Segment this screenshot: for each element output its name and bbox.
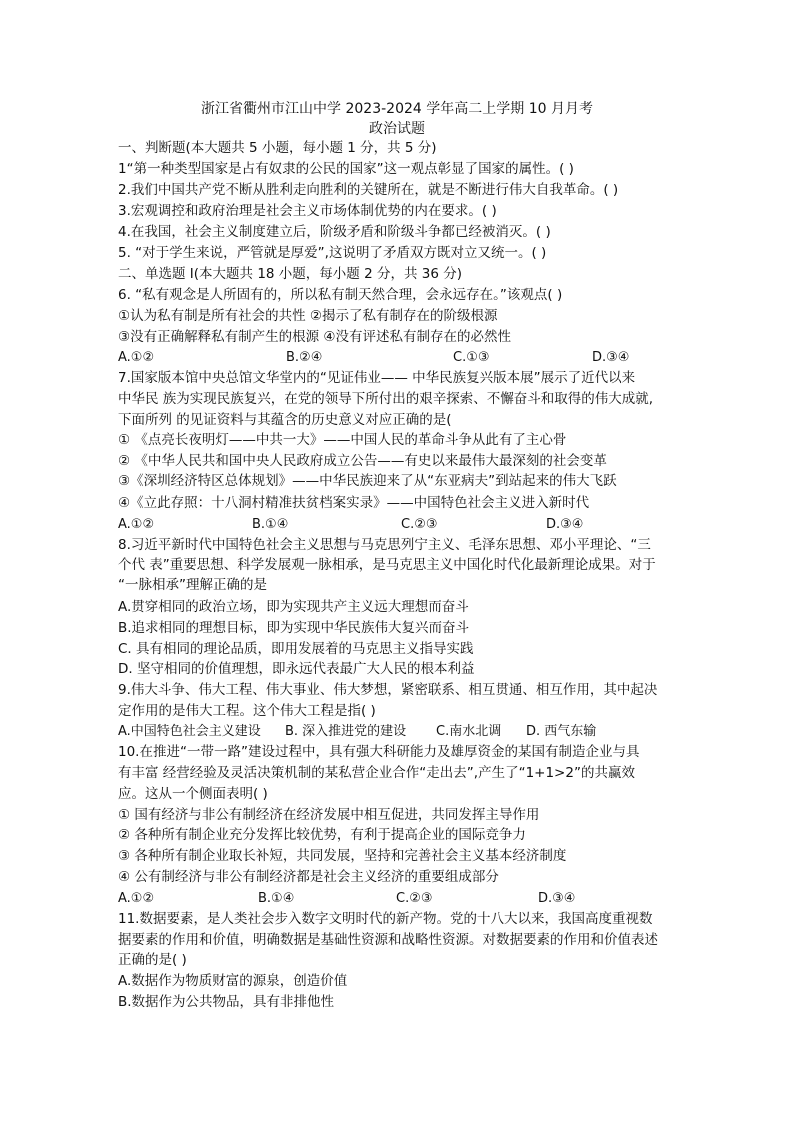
- question-line: ③《深圳经济特区总体规划》——中华民族迎来了从“东亚病夫”到站起来的伟大飞跃: [118, 473, 617, 489]
- question-line: ① 《点亮长夜明灯——中共一大》——中国人民的革命斗争从此有了主心骨: [118, 432, 567, 448]
- question-line: 1“第一种类型国家是占有奴隶的公民的国家”这一观点彰显了国家的属性。( ): [118, 161, 574, 177]
- question-line: D. 坚守相同的价值理想，即永远代表最广大人民的根本利益: [118, 661, 475, 677]
- question-line: 有丰富 经营经验及灵活决策机制的某私营企业合作“走出去”,产生了“1+1>2”的共赢效: [118, 765, 635, 781]
- question-line: 6. “私有观念是人所固有的，所以私有制天然合理，会永远存在。”该观点( ): [118, 287, 563, 303]
- question-line: 据要素的作用和价值，明确数据是基础性资源和战略性资源。对数据要素的作用和价值表述: [118, 932, 658, 948]
- question-line: B.数据作为公共物品，具有非排他性: [118, 994, 335, 1010]
- question-line: 4.在我国，社会主义制度建立后，阶级矛盾和阶级斗争都已经被消灭。( ): [118, 224, 551, 240]
- section-heading-judgement: 一、判断题(本大题共 5 小题，每小题 1 分，共 5 分): [118, 140, 437, 156]
- section-heading-single-choice: 二、单选题 I(本大题共 18 小题，每小题 2 分，共 36 分): [118, 266, 462, 282]
- answer-options-q7: [118, 515, 688, 534]
- question-line: 5. “对于学生来说，严管就是厚爱”,这说明了矛盾双方既对立又统一。( ): [118, 245, 547, 261]
- question-line: 下面所列 的见证资料与其蕴含的历史意义对应正确的是(: [118, 412, 452, 428]
- option-a: A.①②: [118, 891, 155, 906]
- option-b: B.②④: [286, 350, 323, 365]
- question-line: 8.习近平新时代中国特色社会主义思想与马克思列宁主义、毛泽东思想、邓小平理论、“三: [118, 537, 651, 553]
- option-a: A.中国特色社会主义建设: [118, 724, 261, 739]
- question-line: 11.数据要素，是人类社会步入数字文明时代的新产物。党的十八大以来，我国高度重视数: [118, 911, 653, 927]
- question-line: 2.我们中国共产党不断从胜利走向胜利的关键所在，就是不断进行伟大自我革命。( ): [118, 182, 619, 198]
- question-line: ①认为私有制是所有社会的共性 ②揭示了私有制存在的阶级根源: [118, 308, 498, 324]
- question-line: 中华民 族为实现民族复兴，在党的领导下所付出的艰辛探索、不懈奋斗和取得的伟大成就,: [118, 391, 654, 407]
- question-line: ③ 各种所有制企业取长补短，共同发展，坚持和完善社会主义基本经济制度: [118, 848, 567, 864]
- question-line: C. 具有相同的理论品质，即用发展着的马克思主义指导实践: [118, 641, 474, 657]
- question-line: 9.伟大斗争、伟大工程、伟大事业、伟大梦想，紧密联系、相互贯通、相互作用，其中起决: [118, 682, 658, 698]
- question-line: ② 《中华人民共和国中央人民政府成立公告——有史以来最伟大最深刻的社会变革: [118, 453, 607, 469]
- question-line: 3.宏观调控和政府治理是社会主义市场体制优势的内在要求。( ): [118, 203, 497, 219]
- question-line: 应。这从一个侧面表明( ): [118, 786, 268, 802]
- option-c: C.南水北调: [436, 724, 502, 739]
- answer-options-q6: [118, 348, 688, 367]
- answer-options-q9: [118, 722, 688, 741]
- question-line: 定作用的是伟大工程。这个伟大工程是指( ): [118, 703, 376, 719]
- option-b: B. 深入推进党的建设: [285, 724, 407, 739]
- option-a: A.①②: [118, 350, 155, 365]
- question-line: A.数据作为物质财富的源泉，创造价值: [118, 973, 348, 989]
- question-line: ④ 公有制经济与非公有制经济都是社会主义经济的重要组成部分: [118, 869, 499, 885]
- question-line: ① 国有经济与非公有制经济在经济发展中相互促进，共同发挥主导作用: [118, 807, 540, 823]
- option-d: D. 西气东输: [526, 724, 597, 739]
- option-d: D.③④: [538, 891, 576, 906]
- option-c: C.②③: [401, 517, 438, 532]
- question-line: 正确的是( ): [118, 952, 187, 968]
- exam-subtitle: 政治试题: [369, 121, 425, 137]
- option-b: B.①④: [252, 517, 289, 532]
- answer-options-q10: [118, 889, 688, 908]
- question-line: 7.国家版本馆中央总馆文华堂内的“见证伟业—— 中华民族复兴版本展”展示了近代以来: [118, 370, 636, 386]
- option-c: C.②③: [396, 891, 433, 906]
- exam-title: 浙江省衢州市江山中学 2023-2024 学年高二上学期 10 月月考: [201, 101, 593, 117]
- question-line: B.追求相同的理想目标，即为实现中华民族伟大复兴而奋斗: [118, 620, 470, 636]
- question-line: ③没有正确解释私有制产生的根源 ④没有评述私有制存在的必然性: [118, 329, 511, 345]
- option-d: D.③④: [592, 350, 630, 365]
- option-b: B.①④: [258, 891, 295, 906]
- question-line: A.贯穿相同的政治立场，即为实现共产主义远大理想而奋斗: [118, 599, 469, 615]
- question-line: 个代 表”重要思想、科学发展观一脉相承，是马克思主义中国化时代化最新理论成果。对于: [118, 557, 656, 573]
- option-c: C.①③: [453, 350, 490, 365]
- question-line: “一脉相承”理解正确的是: [118, 577, 267, 593]
- question-line: ④《立此存照：十八洞村精准扶贫档案实录》——中国特色社会主义进入新时代: [118, 495, 590, 511]
- question-line: ② 各种所有制企业充分发挥比较优势，有利于提高企业的国际竞争力: [118, 827, 526, 843]
- question-line: 10.在推进“一带一路”建设过程中，具有强大科研能力及雄厚资金的某国有制造企业与具: [118, 744, 640, 760]
- option-a: A.①②: [118, 517, 155, 532]
- option-d: D.③④: [546, 517, 584, 532]
